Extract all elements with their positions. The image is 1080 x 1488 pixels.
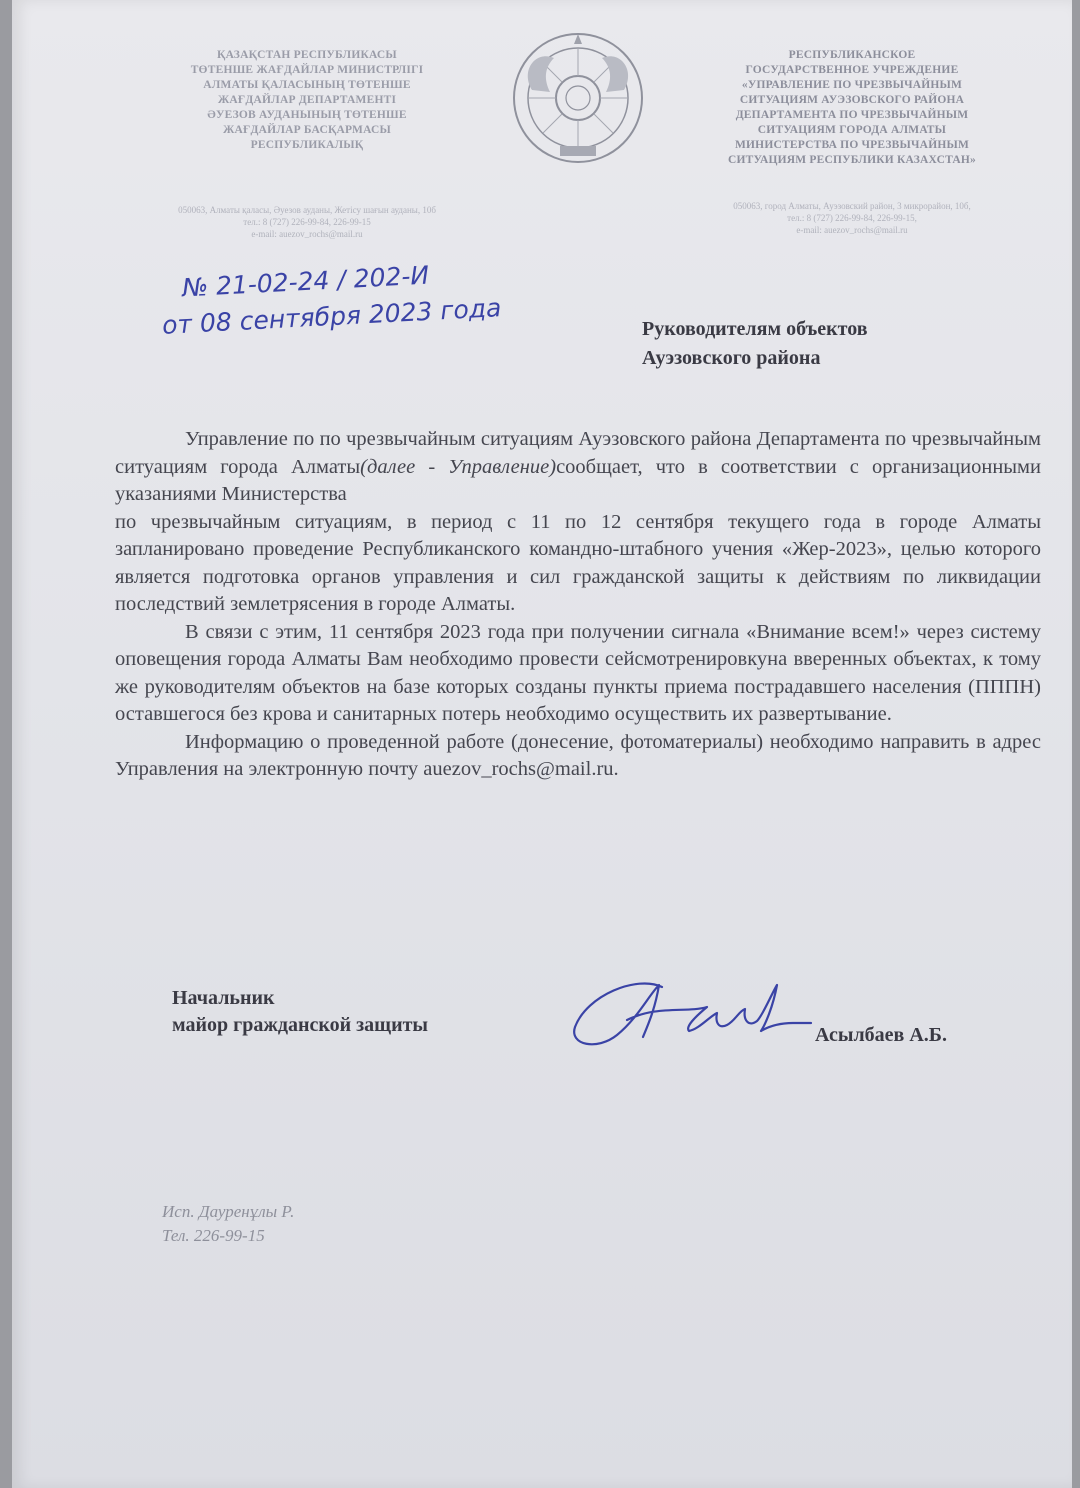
header-left-address (112, 204, 502, 240)
paragraph-italic-text: (далее - Управление) (360, 455, 557, 478)
paragraph-1-continuation: по чрезвычайным ситуациям, в период с 11 по 12 сентября текущего года в городе Алматы запланировано проведение Республиканского командно-штабного учения «Жер-2023», целью которого является подготовка органов управления и сил гражданской защиты к действиям по ликвидации последствий землетрясения в городе Алматы. (115, 510, 1041, 615)
header-right-address (642, 200, 1062, 236)
header-right-line: «УПРАВЛЕНИЕ ПО ЧРЕЗВЫЧАЙНЫМ (741, 79, 963, 91)
header-right-line: СИТУАЦИЯМ РЕСПУБЛИКИ КАЗАХСТАН» (728, 154, 976, 166)
handwritten-signature-icon (567, 965, 817, 1065)
header-right-line: ГОСУДАРСТВЕННОЕ УЧРЕЖДЕНИЕ (745, 64, 959, 76)
header-left-line: АЛМАТЫ ҚАЛАСЫНЫҢ ТӨТЕНШЕ (203, 79, 411, 91)
address-line: e-mail: auezov_rochs@mail.ru (251, 229, 363, 239)
paragraph-text: Управление по по чрезвычайным ситуациям Ауэзовского района Департамента по чрезвычайным ситуациям города Алматы (115, 428, 1041, 478)
signatory-position (172, 985, 428, 1039)
addressee-line: Ауэзовского района (642, 347, 821, 369)
address-line: тел.: 8 (727) 226-99-84, 226-99-15, (787, 213, 917, 223)
signatory-name: Асылбаев А.Б. (815, 1024, 948, 1046)
header-right-line: РЕСПУБЛИКАНСКОЕ (788, 49, 916, 61)
signatory-rank: майор гражданской защиты (172, 1014, 429, 1036)
address-line: 050063, город Алматы, Ауэзовский район, 3 микрорайон, 10б, (733, 201, 971, 211)
registration-number: № 21-02-24 / 202-И (181, 260, 430, 303)
executor-name: Исп. Дауренұлы Р. (162, 1202, 295, 1221)
header-right-line: ДЕПАРТАМЕНТА ПО ЧРЕЗВЫЧАЙНЫМ (735, 109, 969, 121)
paragraph-2: В связи с этим, 11 сентября 2023 года при получении сигнала «Внимание всем!» через систему оповещения города Алматы Вам необходимо провести сейсмотренировкуна вверенных объектах, к тому же руководителям объектов на базе которых созданы пункты приема пострадавшего населения (ПППН) оставшегося без крова и санитарных потерь необходимо осуществить их развертывание. (115, 620, 1041, 725)
registration-date: от 08 сентября 2023 года (161, 293, 503, 340)
header-left-line: РЕСПУБЛИКАЛЫҚ (250, 139, 364, 151)
state-emblem-icon (510, 30, 646, 166)
header-right-russian (652, 48, 1052, 168)
addressee (642, 315, 1042, 373)
address-line: e-mail: auezov_rochs@mail.ru (796, 225, 908, 235)
header-right-line: СИТУАЦИЯМ АУЭЗОВСКОГО РАЙОНА (739, 94, 965, 106)
address-line: тел.: 8 (727) 226-99-84, 226-99-15 (243, 217, 371, 227)
paragraph-1 (115, 426, 1041, 509)
header-left-line: ЖАҒДАЙЛАР ДЕПАРТАМЕНТІ (217, 94, 397, 106)
header-left-line: ҚАЗАҚСТАН РЕСПУБЛИКАСЫ (217, 49, 397, 61)
letter-body (115, 426, 1041, 784)
executor-info (162, 1200, 294, 1248)
paragraph-text: сообщает, что в соответствии с организационными указаниями Министерства (115, 455, 1042, 505)
addressee-line: Руководителям объектов (642, 318, 868, 340)
header-left-line: ӘУЕЗОВ АУДАНЫНЫҢ ТӨТЕНШЕ (207, 109, 407, 121)
header-left-line: ТӨТЕНШЕ ЖАҒДАЙЛАР МИНИСТРЛІГІ (190, 64, 424, 76)
address-line: 050063, Алматы қаласы, Әуезов ауданы, Жетісу шағын ауданы, 10б (178, 205, 436, 215)
document-sheet (12, 0, 1072, 1488)
header-right-line: МИНИСТЕРСТВА ПО ЧРЕЗВЫЧАЙНЫМ (734, 139, 970, 151)
header-left-kazakh (122, 48, 492, 153)
signatory-title: Начальник (172, 987, 275, 1009)
paragraph-3: Информацию о проведенной работе (донесение, фотоматериалы) необходимо направить в адрес Управления на электронную почту auezov_rochs@mail.ru. (115, 730, 1041, 780)
header-right-line: СИТУАЦИЯМ ГОРОДА АЛМАТЫ (757, 124, 947, 136)
header-left-line: ЖАҒДАЙЛАР БАСҚАРМАСЫ (222, 124, 392, 136)
executor-phone: Тел. 226-99-15 (162, 1226, 265, 1245)
